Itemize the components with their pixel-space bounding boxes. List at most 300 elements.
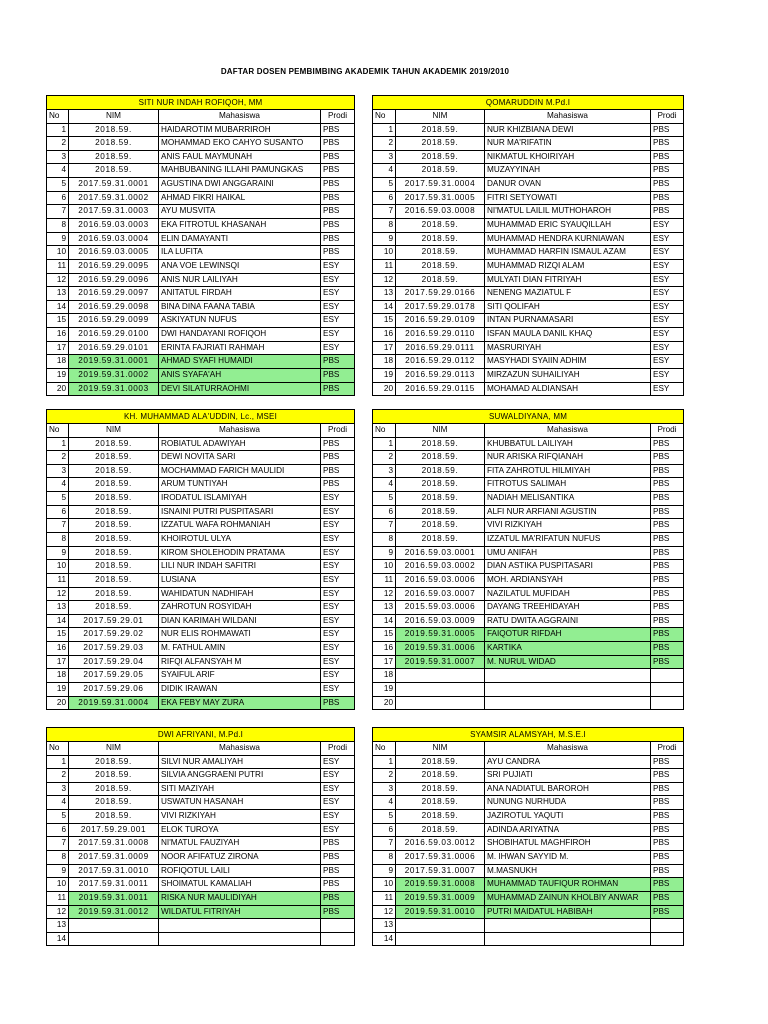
cell-prodi: ESY [321, 642, 355, 656]
cell-prodi: PBS [651, 574, 684, 588]
table-row [47, 810, 355, 824]
cell-prodi: PBS [651, 769, 684, 783]
cell-prodi: PBS [651, 151, 684, 165]
cell-prodi: PBS [651, 465, 684, 479]
cell-prodi: ESY [321, 342, 355, 356]
table-row [373, 810, 684, 824]
cell-nim [396, 697, 485, 711]
column-header-nim: NIM [69, 424, 159, 438]
cell-no: 3 [47, 783, 69, 797]
cell-nim: 2016.59.03.0002 [396, 560, 485, 574]
cell-nim: 2018.59. [69, 560, 159, 574]
cell-prodi: PBS [321, 355, 355, 369]
cell-mahasiswa: VIVI RIZKIYAH [159, 810, 321, 824]
table-row [47, 851, 355, 865]
cell-prodi: ESY [321, 328, 355, 342]
cell-mahasiswa: M. NURUL WIDAD [485, 656, 651, 670]
cell-prodi: ESY [651, 260, 684, 274]
cell-prodi: PBS [651, 642, 684, 656]
cell-nim: 2018.59. [396, 506, 485, 520]
cell-mahasiswa: SILVIA ANGGRAENI PUTRI [159, 769, 321, 783]
cell-mahasiswa: NI'MATUL FAUZIYAH [159, 837, 321, 851]
cell-prodi: PBS [651, 837, 684, 851]
cell-no: 19 [47, 369, 69, 383]
cell-nim: 2017.59.29.01 [69, 615, 159, 629]
cell-nim: 2019.59.31.0011 [69, 892, 159, 906]
cell-mahasiswa: NUR ARISKA RIFQIANAH [485, 451, 651, 465]
advisor-header-row [373, 410, 684, 424]
table-row [373, 137, 684, 151]
cell-mahasiswa: NI'MATUL LAILIL MUTHOHAROH [485, 205, 651, 219]
cell-prodi: PBS [651, 601, 684, 615]
cell-nim: 2018.59. [69, 810, 159, 824]
advisor-name: KH. MUHAMMAD ALA'UDDIN, Lc., MSEI [47, 410, 355, 424]
cell-mahasiswa: M. IHWAN SAYYID M. [485, 851, 651, 865]
cell-no: 5 [373, 178, 396, 192]
table-row [47, 451, 355, 465]
cell-no: 18 [373, 355, 396, 369]
cell-no: 17 [373, 656, 396, 670]
cell-mahasiswa: SRI PUJIATI [485, 769, 651, 783]
cell-mahasiswa: NUR KHIZBIANA DEWI [485, 124, 651, 138]
table-row [47, 205, 355, 219]
cell-prodi: ESY [651, 301, 684, 315]
advisor-header-row [47, 728, 355, 742]
column-header-no: No [47, 742, 69, 756]
cell-prodi: ESY [321, 547, 355, 561]
cell-nim: 2018.59. [69, 588, 159, 602]
cell-mahasiswa: AHMAD SYAFI HUMAIDI [159, 355, 321, 369]
cell-nim [396, 933, 485, 947]
cell-mahasiswa: ILA LUFITA [159, 246, 321, 260]
cell-no: 4 [47, 796, 69, 810]
cell-mahasiswa: NAZILATUL MUFIDAH [485, 588, 651, 602]
cell-prodi: PBS [651, 519, 684, 533]
cell-mahasiswa: MUHAMMAD HARFIN ISMAUL AZAM [485, 246, 651, 260]
table-row [373, 178, 684, 192]
table-row [373, 669, 684, 683]
cell-mahasiswa [485, 933, 651, 947]
cell-nim [396, 683, 485, 697]
advisor-table-5 [46, 727, 355, 946]
cell-no: 2 [47, 451, 69, 465]
cell-no: 1 [373, 438, 396, 452]
table-row [47, 906, 355, 920]
cell-prodi: ESY [321, 274, 355, 288]
cell-mahasiswa [485, 683, 651, 697]
cell-prodi: PBS [651, 628, 684, 642]
cell-no: 9 [47, 233, 69, 247]
cell-nim: 2018.59. [69, 756, 159, 770]
table-row [47, 837, 355, 851]
column-header-mahasiswa: Mahasiswa [159, 424, 321, 438]
cell-prodi: PBS [651, 878, 684, 892]
cell-mahasiswa: KARTIKA [485, 642, 651, 656]
cell-mahasiswa: DIDIK IRAWAN [159, 683, 321, 697]
cell-nim: 2016.59.29.0096 [69, 274, 159, 288]
column-header-row [373, 110, 684, 124]
table-row [373, 355, 684, 369]
table-row [47, 824, 355, 838]
column-header-mahasiswa: Mahasiswa [485, 424, 651, 438]
table-row [373, 328, 684, 342]
cell-mahasiswa [485, 697, 651, 711]
table-row [373, 233, 684, 247]
cell-prodi: ESY [651, 246, 684, 260]
table-row [373, 865, 684, 879]
table-row [47, 574, 355, 588]
table-row [47, 642, 355, 656]
cell-nim: 2018.59. [396, 478, 485, 492]
cell-no: 12 [47, 906, 69, 920]
cell-no: 17 [47, 342, 69, 356]
cell-nim: 2018.59. [69, 574, 159, 588]
cell-no: 11 [373, 574, 396, 588]
cell-no: 13 [47, 601, 69, 615]
cell-no: 11 [373, 260, 396, 274]
cell-no: 6 [47, 824, 69, 838]
cell-prodi: PBS [651, 756, 684, 770]
cell-no: 13 [47, 919, 69, 933]
cell-prodi: PBS [651, 588, 684, 602]
cell-nim: 2017.59.29.001 [69, 824, 159, 838]
column-header-prodi: Prodi [321, 424, 355, 438]
cell-nim: 2017.59.31.0010 [69, 865, 159, 879]
cell-prodi: ESY [321, 769, 355, 783]
table-row [373, 478, 684, 492]
cell-prodi: PBS [321, 124, 355, 138]
cell-no: 5 [47, 492, 69, 506]
cell-prodi: PBS [321, 851, 355, 865]
table-row [47, 769, 355, 783]
cell-prodi [321, 933, 355, 947]
cell-prodi: PBS [321, 205, 355, 219]
cell-no: 15 [47, 628, 69, 642]
cell-nim: 2018.59. [396, 519, 485, 533]
cell-mahasiswa: MIRZAZUN SUHAILIYAH [485, 369, 651, 383]
cell-no: 4 [373, 796, 396, 810]
cell-nim: 2018.59. [396, 451, 485, 465]
table-row [47, 355, 355, 369]
column-header-nim: NIM [69, 110, 159, 124]
cell-prodi: PBS [321, 178, 355, 192]
table-row [47, 314, 355, 328]
advisor-header-row [373, 96, 684, 110]
column-header-nim: NIM [396, 110, 485, 124]
cell-nim: 2016.59.29.0111 [396, 342, 485, 356]
cell-prodi: PBS [651, 164, 684, 178]
cell-no: 12 [373, 588, 396, 602]
cell-nim: 2017.59.31.0005 [396, 192, 485, 206]
cell-prodi: ESY [651, 274, 684, 288]
cell-nim: 2018.59. [69, 124, 159, 138]
cell-nim: 2018.59. [69, 769, 159, 783]
cell-nim: 2018.59. [69, 151, 159, 165]
table-row [373, 205, 684, 219]
cell-nim: 2017.59.29.05 [69, 669, 159, 683]
cell-prodi: PBS [651, 492, 684, 506]
cell-mahasiswa: BINA DINA FAANA TABIA [159, 301, 321, 315]
cell-prodi: PBS [321, 246, 355, 260]
cell-mahasiswa: ADINDA ARIYATNA [485, 824, 651, 838]
cell-prodi: ESY [651, 219, 684, 233]
cell-mahasiswa: ELOK TUROYA [159, 824, 321, 838]
cell-nim: 2018.59. [69, 137, 159, 151]
cell-mahasiswa: DAYANG TREEHIDAYAH [485, 601, 651, 615]
cell-nim: 2016.59.03.0009 [396, 615, 485, 629]
table-row [373, 314, 684, 328]
cell-no: 7 [47, 519, 69, 533]
cell-no: 5 [373, 492, 396, 506]
table-row [47, 124, 355, 138]
cell-prodi [651, 669, 684, 683]
table-row [47, 697, 355, 711]
cell-prodi: ESY [321, 492, 355, 506]
table-row [373, 656, 684, 670]
cell-mahasiswa: SILVI NUR AMALIYAH [159, 756, 321, 770]
cell-prodi: PBS [651, 796, 684, 810]
cell-mahasiswa: MUZAYYINAH [485, 164, 651, 178]
cell-prodi [651, 697, 684, 711]
cell-nim: 2016.59.29.0115 [396, 383, 485, 397]
cell-prodi [651, 933, 684, 947]
cell-nim [396, 669, 485, 683]
cell-mahasiswa: MOH. ARDIANSYAH [485, 574, 651, 588]
cell-nim: 2018.59. [396, 756, 485, 770]
cell-nim: 2019.59.31.0008 [396, 878, 485, 892]
cell-nim: 2016.59.03.0007 [396, 588, 485, 602]
cell-prodi: PBS [651, 851, 684, 865]
cell-mahasiswa: MAHBUBANING ILLAHI PAMUNGKAS [159, 164, 321, 178]
cell-prodi: PBS [321, 438, 355, 452]
cell-nim: 2018.59. [69, 519, 159, 533]
cell-nim [69, 919, 159, 933]
cell-no: 18 [47, 355, 69, 369]
cell-mahasiswa: SYAIFUL ARIF [159, 669, 321, 683]
table-row [373, 383, 684, 397]
table-row [373, 547, 684, 561]
cell-nim: 2016.59.29.0101 [69, 342, 159, 356]
cell-no: 1 [47, 438, 69, 452]
table-row [47, 865, 355, 879]
table-row [47, 301, 355, 315]
table-row [373, 919, 684, 933]
column-header-no: No [47, 424, 69, 438]
cell-no: 3 [47, 465, 69, 479]
cell-nim: 2018.59. [396, 164, 485, 178]
cell-nim: 2018.59. [69, 796, 159, 810]
cell-prodi: PBS [651, 560, 684, 574]
cell-prodi: PBS [321, 837, 355, 851]
cell-no: 2 [373, 137, 396, 151]
advisor-table-4 [372, 409, 684, 710]
advisor-name: SITI NUR INDAH ROFIQOH, MM [47, 96, 355, 110]
cell-nim: 2017.59.29.06 [69, 683, 159, 697]
cell-nim: 2018.59. [396, 824, 485, 838]
cell-mahasiswa: NUR ELIS ROHMAWATI [159, 628, 321, 642]
cell-no: 9 [47, 865, 69, 879]
cell-no: 7 [47, 837, 69, 851]
cell-nim: 2019.59.31.0009 [396, 892, 485, 906]
cell-nim: 2019.59.31.0010 [396, 906, 485, 920]
cell-nim: 2018.59. [396, 260, 485, 274]
cell-no: 2 [373, 769, 396, 783]
cell-no: 11 [373, 892, 396, 906]
table-row [373, 878, 684, 892]
cell-no: 17 [47, 656, 69, 670]
cell-mahasiswa [159, 919, 321, 933]
cell-no: 7 [373, 837, 396, 851]
cell-no: 6 [47, 506, 69, 520]
cell-prodi: PBS [321, 465, 355, 479]
table-row [373, 783, 684, 797]
cell-mahasiswa: WILDATUL FITRIYAH [159, 906, 321, 920]
cell-prodi: PBS [651, 438, 684, 452]
table-row [47, 219, 355, 233]
cell-nim: 2017.59.31.0011 [69, 878, 159, 892]
table-row [47, 178, 355, 192]
cell-nim: 2017.59.29.03 [69, 642, 159, 656]
cell-no: 19 [373, 683, 396, 697]
cell-nim: 2016.59.29.0112 [396, 355, 485, 369]
cell-prodi: PBS [321, 906, 355, 920]
table-row [373, 642, 684, 656]
cell-prodi: ESY [321, 683, 355, 697]
table-row [47, 246, 355, 260]
cell-no: 7 [373, 205, 396, 219]
table-row [373, 451, 684, 465]
cell-mahasiswa: ASKIYATUN NUFUS [159, 314, 321, 328]
cell-mahasiswa: LUSIANA [159, 574, 321, 588]
cell-no: 20 [47, 383, 69, 397]
cell-nim: 2016.59.03.0004 [69, 233, 159, 247]
cell-nim: 2018.59. [69, 164, 159, 178]
cell-no: 16 [47, 642, 69, 656]
cell-no: 9 [373, 233, 396, 247]
cell-nim: 2018.59. [396, 219, 485, 233]
cell-prodi: ESY [321, 533, 355, 547]
cell-mahasiswa: SHOBIHATUL MAGHFIROH [485, 837, 651, 851]
table-row [373, 756, 684, 770]
cell-prodi: PBS [651, 205, 684, 219]
cell-mahasiswa: NOOR AFIFATUZ ZIRONA [159, 851, 321, 865]
table-row [373, 164, 684, 178]
cell-nim: 2016.59.29.0113 [396, 369, 485, 383]
cell-nim: 2019.59.31.0012 [69, 906, 159, 920]
cell-prodi: ESY [321, 824, 355, 838]
cell-no: 10 [47, 246, 69, 260]
table-row [47, 287, 355, 301]
table-row [47, 783, 355, 797]
cell-prodi: PBS [321, 164, 355, 178]
column-header-no: No [373, 742, 396, 756]
cell-nim: 2017.59.29.02 [69, 628, 159, 642]
table-row [47, 656, 355, 670]
cell-mahasiswa: FAIQOTUR RIFDAH [485, 628, 651, 642]
cell-no: 6 [373, 824, 396, 838]
column-header-mahasiswa: Mahasiswa [485, 742, 651, 756]
cell-nim: 2015.59.03.0006 [396, 601, 485, 615]
cell-nim: 2019.59.31.0001 [69, 355, 159, 369]
cell-nim: 2016.59.29.0099 [69, 314, 159, 328]
cell-nim: 2018.59. [396, 233, 485, 247]
cell-prodi: ESY [321, 301, 355, 315]
cell-mahasiswa: SITI QOLIFAH [485, 301, 651, 315]
cell-no: 4 [373, 164, 396, 178]
cell-no: 14 [47, 933, 69, 947]
advisor-header-row [373, 728, 684, 742]
cell-no: 2 [47, 769, 69, 783]
cell-nim: 2018.59. [396, 769, 485, 783]
cell-mahasiswa: ARUM TUNTIYAH [159, 478, 321, 492]
cell-no: 16 [373, 328, 396, 342]
cell-nim: 2019.59.31.0003 [69, 383, 159, 397]
cell-prodi: PBS [321, 233, 355, 247]
cell-mahasiswa: FITROTUS SALIMAH [485, 478, 651, 492]
cell-no: 3 [373, 151, 396, 165]
cell-mahasiswa: AYU CANDRA [485, 756, 651, 770]
table-row [47, 892, 355, 906]
cell-no: 3 [47, 151, 69, 165]
cell-nim: 2016.59.03.0005 [69, 246, 159, 260]
cell-no: 19 [47, 683, 69, 697]
cell-prodi: ESY [651, 314, 684, 328]
cell-mahasiswa: RISKA NUR MAULIDIYAH [159, 892, 321, 906]
cell-mahasiswa: FITA ZAHROTUL HILMIYAH [485, 465, 651, 479]
cell-nim: 2017.59.31.0003 [69, 205, 159, 219]
column-header-mahasiswa: Mahasiswa [485, 110, 651, 124]
cell-nim: 2017.59.31.0004 [396, 178, 485, 192]
cell-no: 5 [47, 178, 69, 192]
cell-prodi: PBS [651, 547, 684, 561]
cell-nim: 2018.59. [396, 274, 485, 288]
cell-nim: 2019.59.31.0002 [69, 369, 159, 383]
cell-mahasiswa: RATU DWITA AGGRAINI [485, 615, 651, 629]
cell-nim: 2016.59.03.0003 [69, 219, 159, 233]
table-row [373, 219, 684, 233]
table-row [373, 301, 684, 315]
cell-nim: 2017.59.31.0009 [69, 851, 159, 865]
cell-mahasiswa [159, 933, 321, 947]
cell-nim: 2018.59. [396, 810, 485, 824]
cell-prodi: PBS [651, 192, 684, 206]
table-row [47, 919, 355, 933]
cell-mahasiswa: LILI NUR INDAH SAFITRI [159, 560, 321, 574]
column-header-no: No [373, 424, 396, 438]
cell-nim: 2018.59. [69, 547, 159, 561]
table-row [47, 601, 355, 615]
cell-no: 10 [373, 560, 396, 574]
cell-mahasiswa: DANUR OVAN [485, 178, 651, 192]
cell-prodi: PBS [651, 656, 684, 670]
advisor-header-row [47, 410, 355, 424]
cell-mahasiswa: JAZIROTUL YAQUTI [485, 810, 651, 824]
cell-no: 1 [47, 124, 69, 138]
cell-mahasiswa: DIAN ASTIKA PUSPITASARI [485, 560, 651, 574]
cell-no: 15 [373, 628, 396, 642]
cell-mahasiswa: MUHAMMAD ERIC SYAUQILLAH [485, 219, 651, 233]
table-row [373, 492, 684, 506]
cell-nim [69, 933, 159, 947]
cell-no: 12 [373, 274, 396, 288]
cell-no: 10 [47, 560, 69, 574]
cell-mahasiswa: MOHAMMAD EKO CAHYO SUSANTO [159, 137, 321, 151]
table-row [373, 837, 684, 851]
cell-mahasiswa: INTAN PURNAMASARI [485, 314, 651, 328]
cell-no: 11 [47, 260, 69, 274]
table-row [373, 465, 684, 479]
cell-nim: 2018.59. [69, 783, 159, 797]
